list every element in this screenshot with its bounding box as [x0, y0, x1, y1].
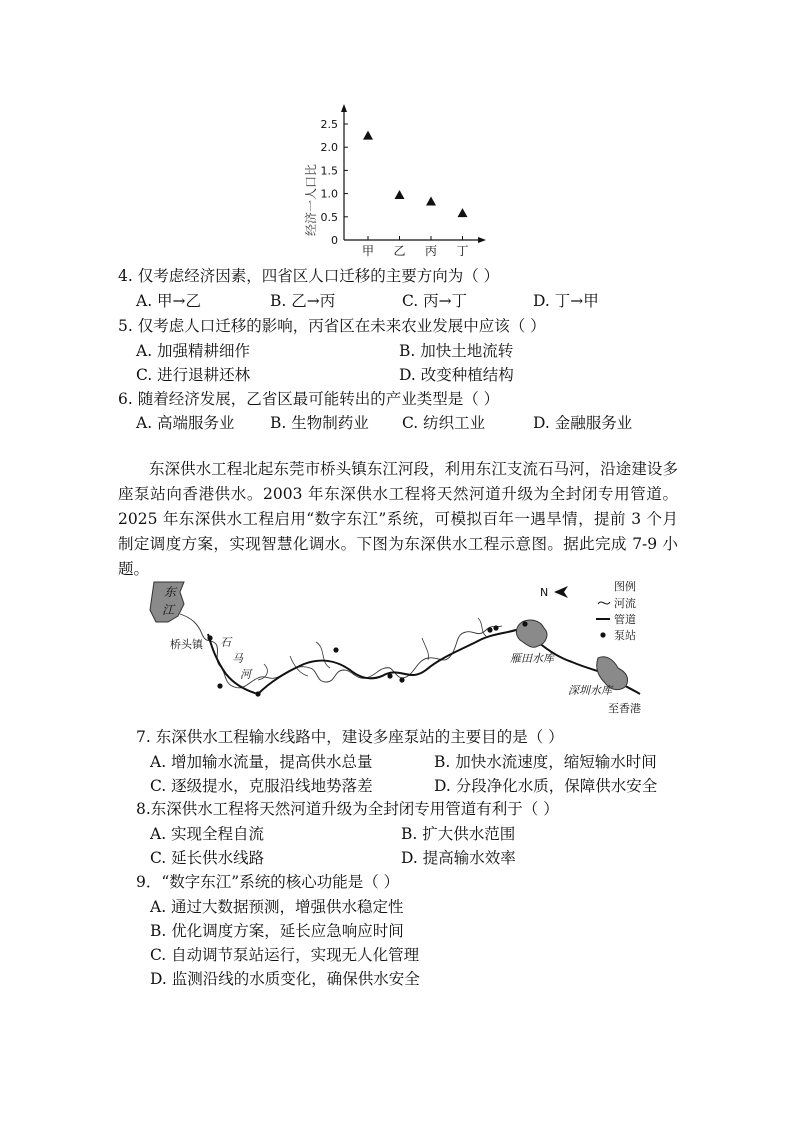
y-tick-label: 2.0	[320, 141, 338, 155]
q6-option-c[interactable]: C. 纺织工业	[402, 414, 486, 432]
y-tick-label: 1.5	[320, 164, 338, 178]
q8-option-d[interactable]: D. 提高输水效率	[401, 849, 516, 867]
q5-option-d[interactable]: D. 改变种植结构	[399, 366, 514, 384]
x-tick-label: 甲	[361, 244, 375, 258]
data-point-triangle	[426, 196, 436, 205]
north-arrow-icon	[554, 586, 568, 598]
y-axis-arrow-icon	[341, 104, 347, 112]
q9-option-d[interactable]: D. 监测沿线的水质变化，确保供水安全	[150, 970, 420, 988]
y-tick-label: 0	[331, 234, 338, 247]
q5-option-b[interactable]: B. 加快土地流转	[399, 342, 514, 360]
x-tick-label: 丁	[456, 244, 469, 258]
pump-stations	[207, 621, 527, 696]
question-7-stem: 7. 东深供水工程输水线路中，建设多座泵站的主要目的是（ ）	[136, 728, 564, 746]
question-9-stem: 9．“数字东江”系统的核心功能是（ ）	[136, 873, 400, 891]
legend-river-label: 河流	[614, 597, 636, 610]
q9-option-b[interactable]: B. 优化调度方案，延长应急响应时间	[150, 922, 404, 940]
q6-option-a[interactable]: A. 高端服务业	[136, 414, 235, 432]
question-5-stem: 5. 仅考虑人口迁移的影响，丙省区在未来农业发展中应该（ ）	[118, 317, 546, 335]
q8-option-a[interactable]: A. 实现全程自流	[150, 825, 265, 843]
q6-option-d[interactable]: D. 金融服务业	[533, 414, 633, 432]
dongjiang-label-1: 东	[164, 585, 177, 599]
q4-option-a[interactable]: A. 甲→乙	[136, 292, 202, 310]
y-tick-label: 2.5	[320, 118, 338, 131]
q7-option-b[interactable]: B. 加快水流速度，缩短输水时间	[434, 753, 657, 771]
q5-option-c[interactable]: C. 进行退耕还林	[136, 366, 251, 384]
q7-option-a[interactable]: A. 增加输水流量，提高供水总量	[150, 753, 373, 771]
legend-river-icon	[598, 602, 610, 604]
data-point-triangle	[395, 190, 405, 199]
q9-option-a[interactable]: A. 通过大数据预测，增强供水稳定性	[150, 898, 404, 916]
question-6-stem: 6. 随着经济发展，乙省区最可能转出的产业类型是（ ）	[118, 390, 500, 408]
passage-text: 东深供水工程北起东莞市桥头镇东江河段，利用东江支流石马河，沿途建设多座泵站向香港供水。2003 年东深供水工程将天然河道升级为全封闭专用管道。2025 年东深供水工程启用“数字东江”系统，可模拟百年一遇旱情，提前 3 个月制定调度方案，实现智慧化调水。下图为东深供水工程示意图。据此完成 7-9 小题。	[118, 460, 678, 578]
q6-option-b[interactable]: B. 生物制药业	[270, 414, 369, 432]
q7-option-d[interactable]: D. 分段净化水质，保障供水安全	[434, 777, 658, 795]
legend-station-icon	[600, 632, 605, 637]
yantian-reservoir-shape	[516, 620, 547, 647]
dongshen-water-supply-map	[140, 578, 660, 718]
ma-label: 马	[232, 652, 243, 665]
q9-option-c[interactable]: C. 自动调节泵站运行，实现无人化管理	[150, 946, 420, 964]
q4-option-d[interactable]: D. 丁→甲	[533, 292, 599, 310]
q5-option-a[interactable]: A. 加强精耕细作	[136, 342, 251, 360]
q8-option-b[interactable]: B. 扩大供水范围	[401, 825, 516, 843]
x-axis-arrow-icon	[478, 237, 486, 243]
dongjiang-label-2: 江	[162, 603, 175, 617]
qiaotou-label: 桥头镇	[170, 638, 203, 651]
economy-population-ratio-chart	[300, 100, 500, 260]
to-hk-label: 至香港	[608, 702, 641, 715]
question-4-stem: 4. 仅考虑经济因素，四省区人口迁移的主要方向为（ ）	[118, 267, 500, 285]
q8-option-c[interactable]: C. 延长供水线路	[150, 849, 265, 867]
north-label: N	[540, 586, 549, 599]
data-point-triangle	[458, 208, 468, 217]
passage	[118, 457, 678, 582]
legend-title: 图例	[614, 580, 636, 593]
y-tick-label: 0.5	[320, 210, 338, 224]
yantian-label: 雁田水库	[510, 652, 554, 665]
he-label: 河	[240, 668, 251, 681]
q4-option-c[interactable]: C. 丙→丁	[402, 292, 468, 310]
data-point-triangle	[363, 131, 373, 140]
shenzhen-label: 深圳水库	[568, 684, 612, 697]
question-8-stem: 8.东深供水工程将天然河道升级为全封闭专用管道有利于（ ）	[136, 800, 559, 818]
legend-pipe-label: 管道	[614, 613, 636, 626]
y-axis-label: 经济一人口比	[304, 163, 318, 237]
shi-label: 石	[220, 636, 231, 649]
legend-station-label: 泵站	[614, 629, 636, 642]
q4-option-b[interactable]: B. 乙→丙	[270, 292, 336, 310]
x-tick-label: 乙	[393, 244, 406, 258]
q7-option-c[interactable]: C. 逐级提水，克服沿线地势落差	[150, 777, 373, 795]
x-tick-label: 丙	[424, 244, 438, 258]
y-tick-label: 1.0	[320, 187, 338, 201]
